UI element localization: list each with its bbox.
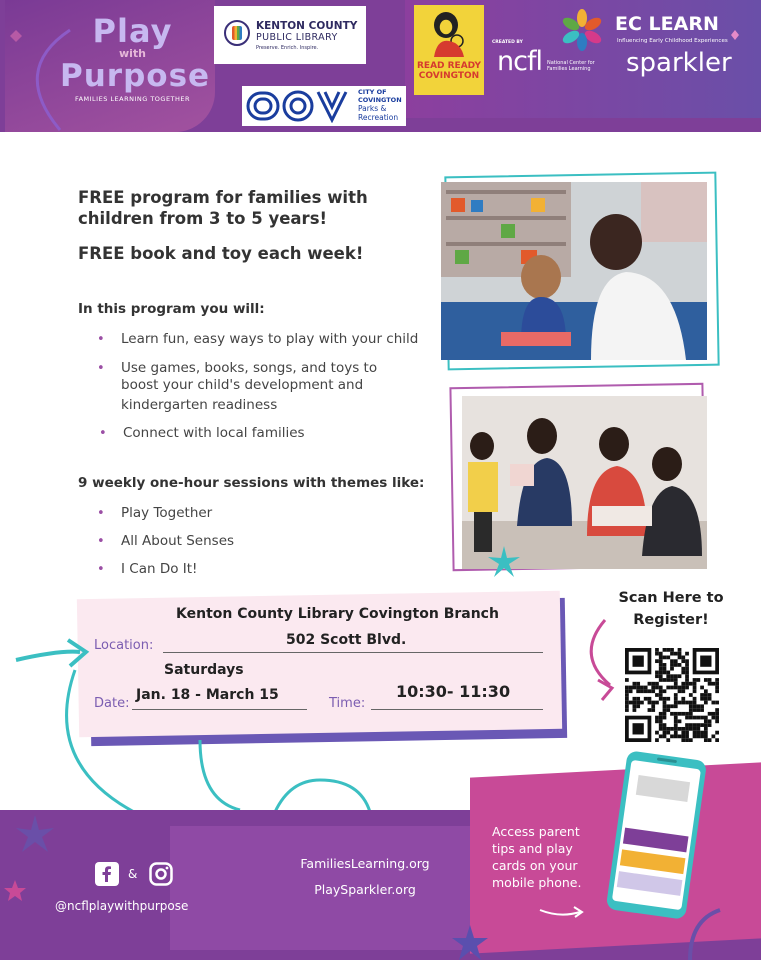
mobile-phone-illustration bbox=[606, 750, 706, 925]
access-line3: cards on your bbox=[492, 858, 578, 873]
read-ready-text bbox=[414, 61, 484, 81]
session-theme-2: • All About Senses bbox=[121, 533, 234, 550]
logo-line1: Play bbox=[92, 12, 173, 50]
program-item-2-cont1: boost your child's development and bbox=[121, 377, 364, 393]
access-line1: Access parent bbox=[492, 824, 580, 839]
city-of-covington-logo bbox=[242, 86, 406, 126]
location-label: Location: bbox=[94, 638, 154, 653]
kcpl-line1: KENTON COUNTY bbox=[256, 20, 358, 32]
logo-line2: with bbox=[118, 47, 147, 60]
access-line2: tips and play bbox=[492, 841, 573, 856]
footer-urls bbox=[250, 851, 480, 903]
ncfl-sub1: National Center for bbox=[547, 60, 595, 66]
cov-line3: Parks & bbox=[358, 104, 387, 113]
facebook-icon[interactable] bbox=[95, 862, 119, 886]
registration-qr-code[interactable] bbox=[625, 648, 719, 742]
play-with-purpose-logo bbox=[60, 12, 211, 103]
arrow-right-icon bbox=[538, 902, 586, 920]
url-play-sparkler[interactable]: PlaySparkler.org bbox=[314, 882, 416, 897]
social-handle[interactable]: @ncflplaywithpurpose bbox=[55, 899, 189, 913]
sessions-heading: 9 weekly one-hour sessions with themes like: bbox=[78, 475, 425, 491]
url-families-learning[interactable]: FamiliesLearning.org bbox=[300, 856, 430, 871]
scan-line2: Register! bbox=[633, 612, 709, 628]
created-by-label: CREATED BY bbox=[492, 40, 523, 45]
cov-text bbox=[358, 89, 402, 122]
time-value: 10:30- 11:30 bbox=[396, 682, 511, 701]
program-item-2: • Use games, books, songs, and toys to bbox=[121, 360, 377, 377]
program-item-1: • Learn fun, easy ways to play with your child bbox=[121, 331, 418, 348]
access-tips-text bbox=[492, 823, 602, 891]
ec-learn-subtitle: Influencing Early Childhood Experiences bbox=[617, 38, 728, 44]
date-day: Saturdays bbox=[164, 662, 244, 678]
intro-line3: FREE book and toy each week! bbox=[78, 244, 364, 263]
read-ready-covington-logo bbox=[414, 5, 484, 95]
ncfl-logo: ncfl bbox=[497, 46, 542, 77]
scan-line1: Scan Here to bbox=[618, 590, 724, 606]
access-line4: mobile phone. bbox=[492, 875, 582, 890]
cov-rings-icon bbox=[246, 89, 350, 123]
logo-line3: Purpose bbox=[60, 58, 211, 94]
social-ampersand: & bbox=[128, 867, 138, 881]
ncfl-subtitle bbox=[547, 60, 607, 72]
sparkler-logo: sparkler bbox=[626, 48, 732, 78]
library-icon bbox=[224, 20, 250, 46]
photo-mother-and-baby bbox=[441, 182, 707, 360]
kcpl-tagline: Preserve. Enrich. Inspire. bbox=[256, 45, 319, 51]
session-theme-3: • I Can Do It! bbox=[121, 561, 197, 578]
qr-code-icon bbox=[625, 648, 719, 742]
program-item-3: • Connect with local families bbox=[123, 425, 305, 442]
photo-families-reading bbox=[462, 396, 707, 569]
cov-line2: COVINGTON bbox=[358, 95, 402, 104]
mother-child-icon bbox=[431, 11, 467, 57]
teal-star-icon bbox=[487, 545, 521, 579]
ec-learn-title: EC LEARN bbox=[615, 13, 719, 35]
cov-line1: CITY OF bbox=[358, 88, 387, 96]
kenton-county-library-logo bbox=[214, 6, 366, 64]
program-heading: In this program you will: bbox=[78, 301, 265, 317]
intro-line1: FREE program for families with bbox=[78, 188, 368, 207]
program-item-2-cont2: kindergarten readiness bbox=[121, 397, 278, 413]
intro-headline bbox=[78, 187, 438, 229]
rr-line2: COVINGTON bbox=[418, 71, 480, 81]
intro-line2: children from 3 to 5 years! bbox=[78, 209, 328, 228]
ec-learn-flower-icon bbox=[560, 8, 604, 52]
kcpl-line2: PUBLIC LIBRARY bbox=[256, 32, 338, 43]
cov-line4: Recreation bbox=[358, 113, 399, 122]
time-label: Time: bbox=[329, 696, 366, 711]
logo-tagline: FAMILIES LEARNING TOGETHER bbox=[74, 95, 191, 103]
instagram-icon[interactable] bbox=[149, 862, 173, 886]
date-label: Date: bbox=[94, 696, 130, 711]
location-line2: 502 Scott Blvd. bbox=[286, 632, 407, 648]
location-line1: Kenton County Library Covington Branch bbox=[176, 606, 499, 622]
date-range: Jan. 18 - March 15 bbox=[136, 687, 279, 703]
rr-line1: READ READY bbox=[416, 61, 482, 71]
scan-to-register bbox=[606, 587, 736, 631]
ncfl-sub2: Families Learning bbox=[547, 66, 591, 72]
session-theme-1: • Play Together bbox=[121, 505, 212, 522]
